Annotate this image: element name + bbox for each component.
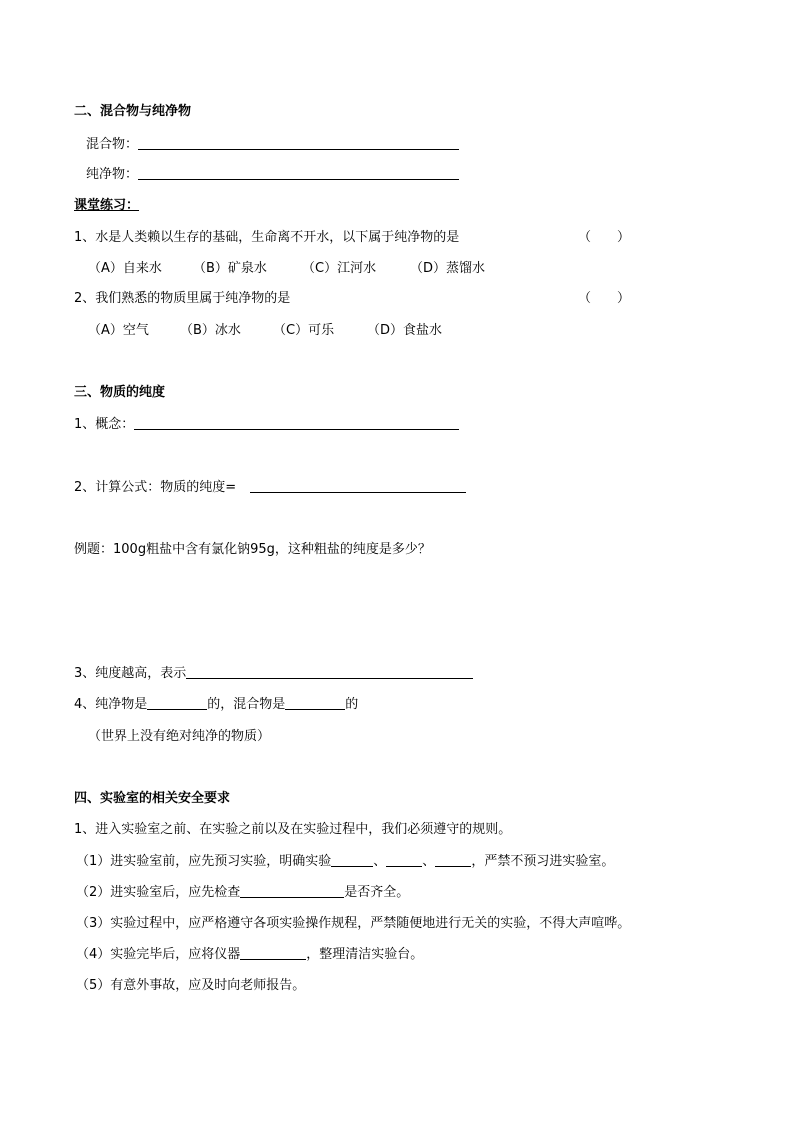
q1-option-c[interactable]: （C）江河水 xyxy=(302,261,377,276)
pure-vs-mixture-line xyxy=(74,697,358,713)
rule-4-text-b: ，整理清洁实验台。 xyxy=(306,947,424,962)
question-1-answer-paren[interactable]: （ ） xyxy=(578,230,631,245)
pure-label: 纯净物： xyxy=(86,167,139,182)
rule-4-blank[interactable] xyxy=(240,947,306,960)
q1-option-d[interactable]: （D）蒸馏水 xyxy=(410,261,486,276)
section-3-title: 三、物质的纯度 xyxy=(74,385,166,400)
formula-blank[interactable] xyxy=(250,480,466,493)
rule-2-blank[interactable] xyxy=(240,885,344,898)
rule-1-blank-3[interactable] xyxy=(435,854,471,867)
q2-option-c[interactable]: （C）可乐 xyxy=(273,323,335,338)
rule-1-line xyxy=(76,854,614,870)
purity-note: （世界上没有绝对纯净的物质） xyxy=(88,729,271,744)
mixture-line xyxy=(86,137,459,153)
question-2-answer-paren[interactable]: （ ） xyxy=(578,291,631,306)
purity-meaning-label: 3、纯度越高，表示 xyxy=(74,666,187,681)
q2-option-b[interactable]: （B）冰水 xyxy=(180,323,241,338)
formula-line xyxy=(74,480,466,496)
mixture-blank-2[interactable] xyxy=(285,697,345,710)
rule-3-text: （3）实验过程中，应严格遵守各项实验操作规程，严禁随便地进行无关的实验，不得大声喧哗。 xyxy=(76,916,631,931)
section-4-title: 四、实验室的相关安全要求 xyxy=(74,791,231,806)
concept-blank[interactable] xyxy=(134,417,459,430)
rule-4-text-a: （4）实验完毕后，应将仪器 xyxy=(76,947,241,962)
question-1-text: 1、水是人类赖以生存的基础，生命离不开水，以下属于纯净物的是 xyxy=(74,230,460,245)
concept-label: 1、概念： xyxy=(74,417,135,432)
section-2-title: 二、混合物与纯净物 xyxy=(74,104,192,119)
q1-option-b[interactable]: （B）矿泉水 xyxy=(193,261,267,276)
rule-1-blank-1[interactable] xyxy=(331,854,373,867)
item4-end-text: 的 xyxy=(345,697,359,712)
rule-2-text-b: 是否齐全。 xyxy=(344,885,410,900)
mixture-blank[interactable] xyxy=(138,137,459,150)
example-question: 例题：100g粗盐中含有氯化钠95g，这种粗盐的纯度是多少？ xyxy=(74,542,431,557)
rule-1-text-a: （1）进实验室前，应先预习实验，明确实验 xyxy=(76,854,332,869)
rule-2-text-a: （2）进实验室后，应先检查 xyxy=(76,885,241,900)
mixture-text: 的，混合物是 xyxy=(207,697,286,712)
lab-rules-intro: 1、进入实验室之前、在实验之前以及在实验过程中，我们必须遵守的规则。 xyxy=(74,822,512,837)
rule-1-sep-2: 、 xyxy=(422,854,436,869)
question-2-text: 2、我们熟悉的物质里属于纯净物的是 xyxy=(74,291,291,306)
pure-line xyxy=(86,167,459,183)
purity-meaning-blank[interactable] xyxy=(186,666,473,679)
pure-blank[interactable] xyxy=(138,167,459,180)
q1-option-a[interactable]: （A）自来水 xyxy=(88,261,162,276)
rule-2-line xyxy=(76,885,409,901)
q2-option-a[interactable]: （A）空气 xyxy=(88,323,149,338)
mixture-label: 混合物： xyxy=(86,137,139,152)
rule-1-sep-1: 、 xyxy=(373,854,387,869)
rule-1-blank-2[interactable] xyxy=(386,854,422,867)
q2-option-d[interactable]: （D）食盐水 xyxy=(367,323,443,338)
rule-4-line xyxy=(76,947,423,963)
rule-5-text: （5）有意外事故，应及时向老师报告。 xyxy=(76,978,306,993)
concept-line xyxy=(74,417,459,433)
practice-title: 课堂练习： xyxy=(74,198,140,213)
pure-substance-label: 4、纯净物是 xyxy=(74,697,148,712)
rule-1-text-b: ，严禁不预习进实验室。 xyxy=(471,854,615,869)
pure-substance-blank[interactable] xyxy=(147,697,207,710)
formula-label: 2、计算公式：物质的纯度= xyxy=(74,480,237,495)
purity-meaning-line xyxy=(74,666,473,682)
